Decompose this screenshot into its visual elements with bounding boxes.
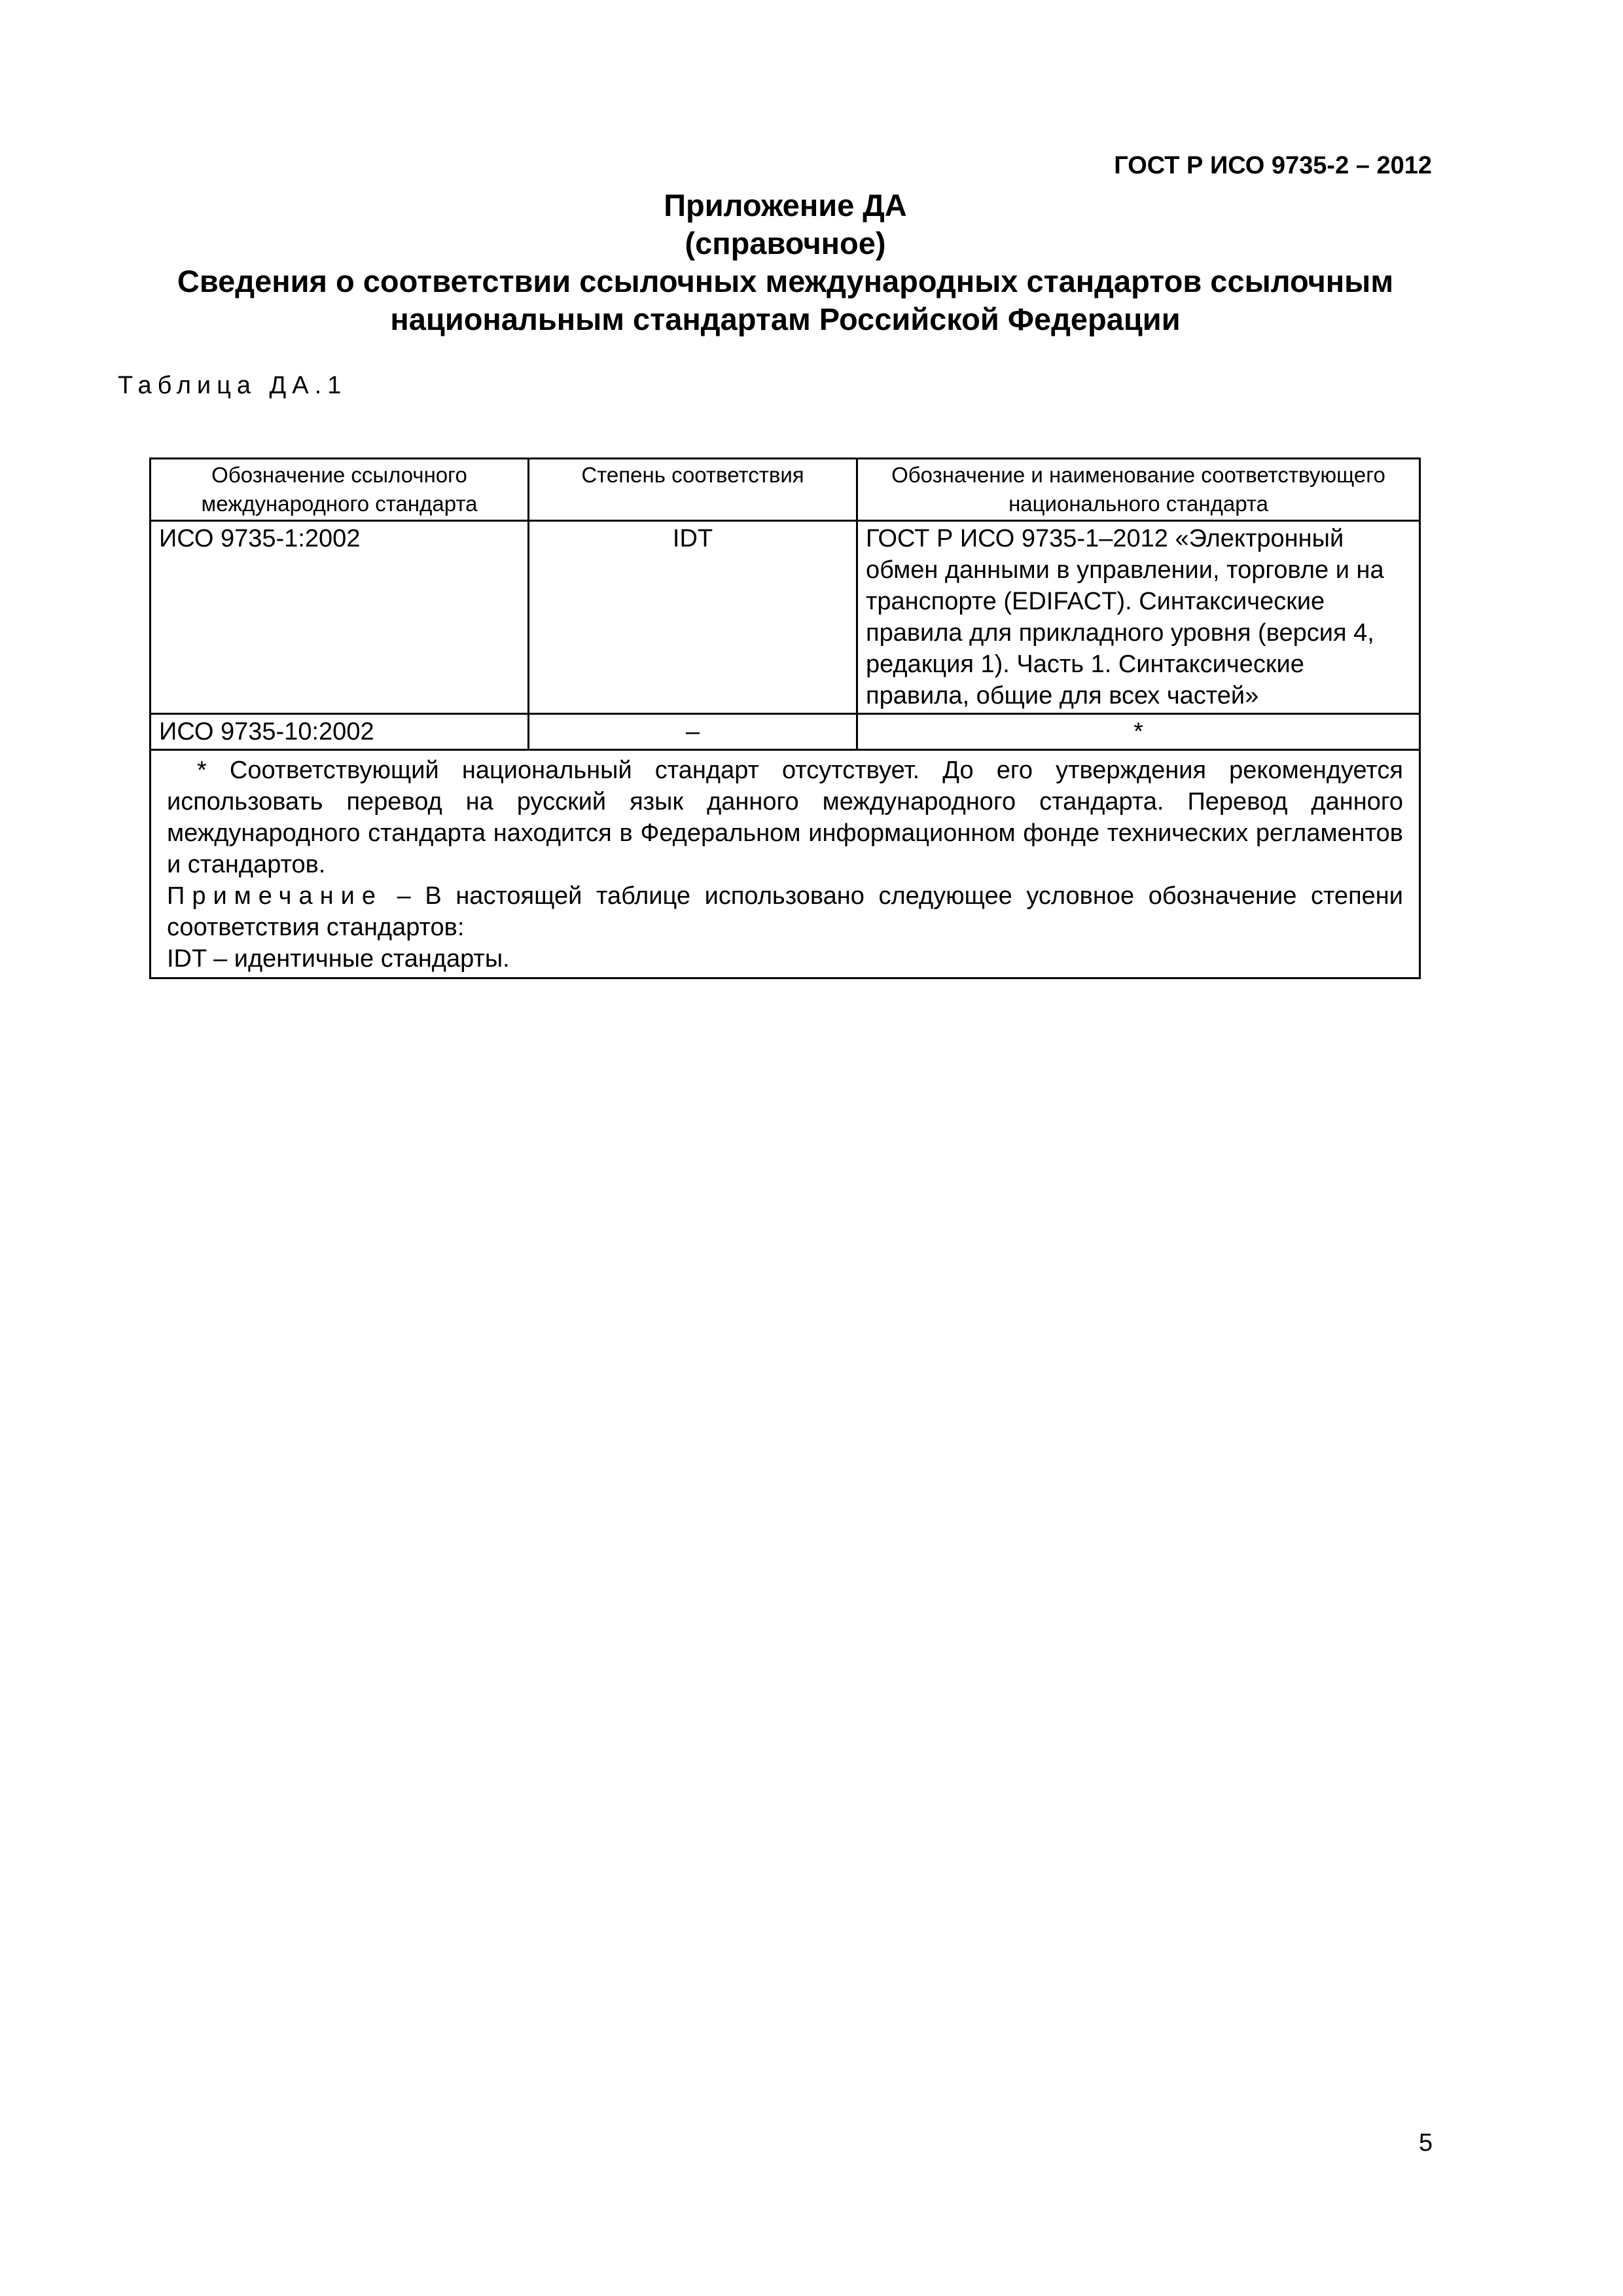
cell-international-standard: ИСО 9735-1:2002 — [151, 521, 529, 714]
annex-title: Приложение ДА — [664, 188, 907, 223]
page-number: 5 — [1419, 2129, 1433, 2157]
note-text: – В настоящей таблице использовано следующее условное обозначение степени соответствия стандартов: — [167, 882, 1403, 941]
legend-text: IDT – идентичные стандарты. — [167, 945, 510, 973]
table-footnote-row — [151, 750, 1420, 978]
column-header-national: Обозначение и наименование соответствующего национального стандарта — [857, 459, 1420, 521]
annex-heading — [0, 187, 1571, 338]
footnote-cell — [151, 750, 1420, 978]
annex-subtitle: (справочное) — [685, 226, 886, 260]
cell-international-standard: ИСО 9735-10:2002 — [151, 714, 529, 750]
note-paragraph — [167, 880, 1403, 943]
footnote-text: * Соответствующий национальный стандарт отсутствует. До его утверждения рекомендуется использовать перевод на русский язык данного международного стандарта. Перевод данного международного стандарта находится в Федеральном информационном фонде технических регламентов и стандартов. — [167, 757, 1403, 878]
column-header-degree: Степень соответствия — [529, 459, 857, 521]
correspondence-table — [149, 457, 1421, 979]
annex-heading-line-2: национальным стандартам Российской Федерации — [390, 302, 1181, 336]
annex-heading-line-1: Сведения о соответствии ссылочных международных стандартов ссылочным — [177, 264, 1394, 298]
table-caption: Таблица ДА.1 — [118, 372, 348, 399]
table-row — [151, 714, 1420, 750]
cell-national-standard: ГОСТ Р ИСО 9735-1–2012 «Электронный обмен данными в управлении, торговле и на транспорте (EDIFACT). Синтаксические правила для прикладного уровня (версия 4, редакция 1). Часть 1. Синтаксические правила, общие для всех частей» — [857, 521, 1420, 714]
table-row — [151, 521, 1420, 714]
note-label: Примечание — [167, 882, 383, 910]
table-header-row — [151, 459, 1420, 521]
cell-degree: – — [529, 714, 857, 750]
document-code: ГОСТ Р ИСО 9735-2 – 2012 — [1114, 152, 1432, 179]
column-header-international: Обозначение ссылочного международного стандарта — [151, 459, 529, 521]
cell-national-standard: * — [857, 714, 1420, 750]
cell-degree: IDT — [529, 521, 857, 714]
